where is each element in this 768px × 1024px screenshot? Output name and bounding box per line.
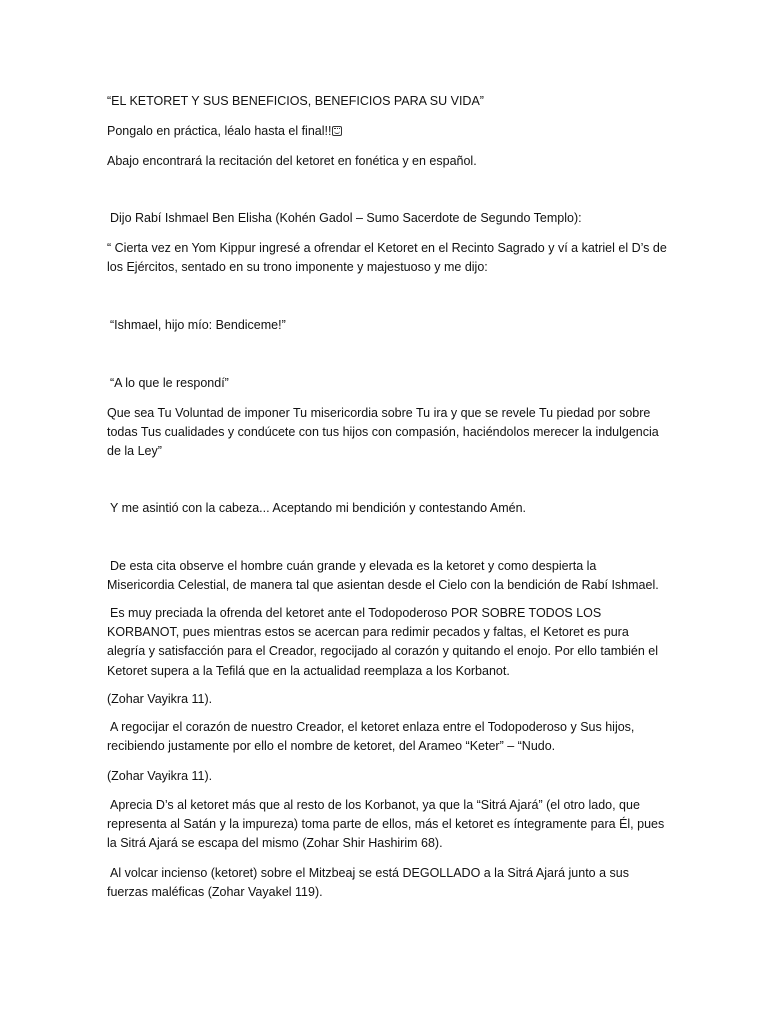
abajo-line: Abajo encontrará la recitación del ketoret en fonética y en español. — [107, 154, 477, 168]
document-title: “EL KETORET Y SUS BENEFICIOS, BENEFICIOS PARA SU VIDA” — [107, 94, 484, 108]
ishmael-quote: “Ishmael, hijo mío: Bendiceme!” — [110, 318, 286, 332]
quote-opening-paragraph: “ Cierta vez en Yom Kippur ingresé a ofrendar el Ketoret en el Recinto Sagrado y ví a katriel el D’s de los Ejércitos, sentado en su trono imponente y majestuoso y me dijo: — [107, 241, 667, 275]
intro-line — [107, 122, 667, 141]
smiley-face-icon — [332, 126, 342, 136]
zohar-reference-1: (Zohar Vayikra 11). — [107, 692, 213, 706]
dijo-line: Dijo Rabí Ishmael Ben Elisha (Kohén Gadol – Sumo Sacerdote de Segundo Templo): — [110, 211, 582, 225]
intro-line-text: Pongalo en práctica, léalo hasta el final!! — [107, 124, 332, 138]
volcar-paragraph: Al volcar incienso (ketoret) sobre el Mitzbeaj se está DEGOLLADO a la Sitrá Ajará junto a sus fuerzas maléficas (Zohar Vayakel 119). — [107, 866, 629, 900]
preciada-paragraph: Es muy preciada la ofrenda del ketoret ante el Todopoderoso POR SOBRE TODOS LOS KORBANOT, pues mientras estos se acercan para redimir pecados y faltas, el Ketoret es pura alegría y satisfacción para el Creador, regocijado al corazón y quitando el enojo. Por ello también el Ketoret supera a la Tefilá que en la actualidad reemplaza a los Korbanot. — [107, 606, 659, 678]
asintio-paragraph: Y me asintió con la cabeza... Aceptando mi bendición y contestando Amén. — [110, 501, 527, 515]
aprecia-paragraph: Aprecia D’s al ketoret más que al resto de los Korbanot, ya que la “Sitrá Ajará” (el otro lado, que representa al Satán y la impureza) toma parte de ellos, más el ketoret es íntegramente para Él, pues la Sitrá Ajará se escapa del mismo (Zohar Shir Hashirim 68). — [107, 798, 665, 851]
cita-paragraph: De esta cita observe el hombre cuán grande y elevada es la ketoret y como despierta la Misericordia Celestial, de manera tal que asientan desde el Cielo con la bendición de Rabí Ishmael. — [107, 559, 659, 593]
voluntad-paragraph: Que sea Tu Voluntad de imponer Tu misericordia sobre Tu ira y que se revele Tu piedad por sobre todas Tus cualidades y condúcete con tus hijos con compasión, haciéndolos merecer la indulgencia de la Ley” — [107, 406, 659, 459]
respondi-line: “A lo que le respondí” — [110, 376, 229, 390]
zohar-reference-2: (Zohar Vayikra 11). — [107, 769, 213, 783]
regocijar-paragraph: A regocijar el corazón de nuestro Creador, el ketoret enlaza entre el Todopoderoso y Sus hijos, recibiendo justamente por ello el nombre de ketoret, del Arameo “Keter” – “Nudo. — [107, 720, 635, 754]
